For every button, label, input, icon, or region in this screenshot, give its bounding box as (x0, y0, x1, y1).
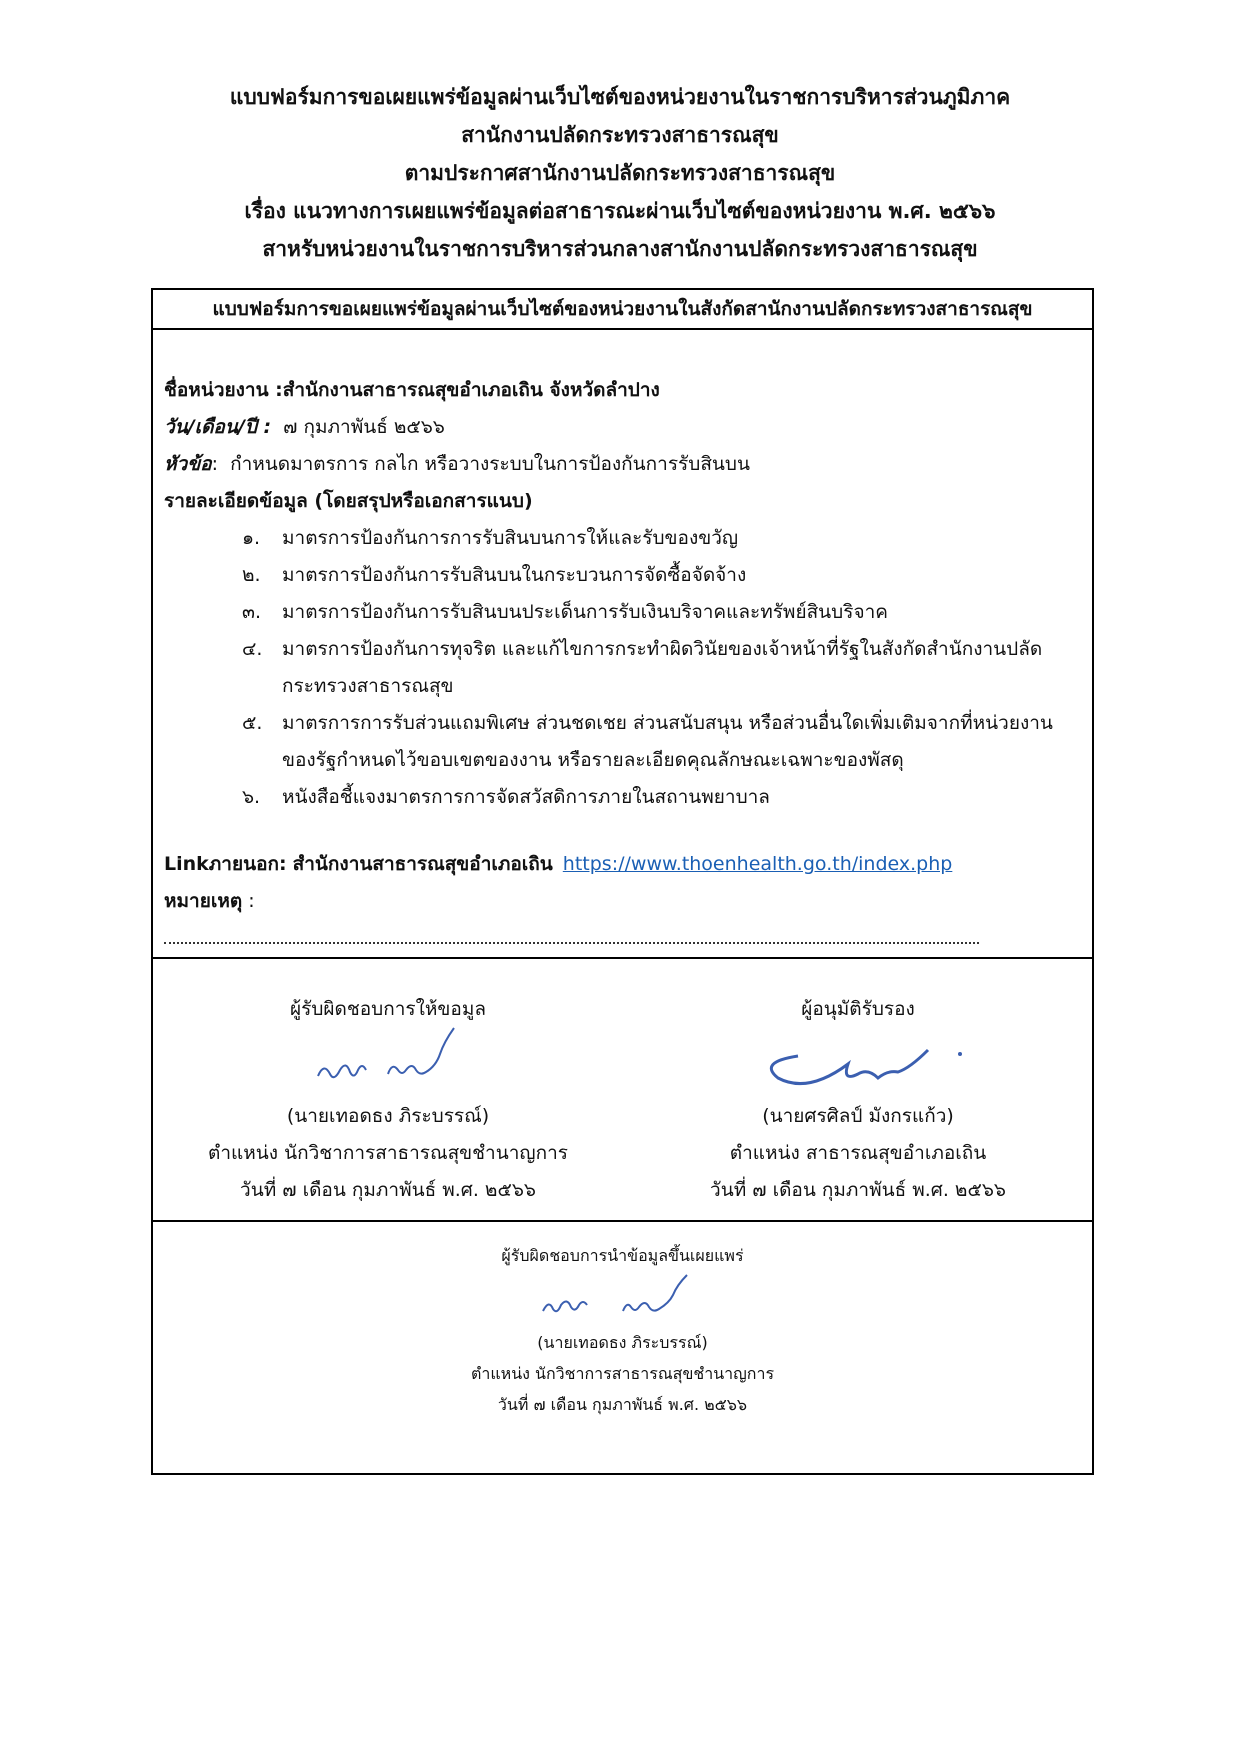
detail-list (242, 520, 1069, 816)
topic-label: หัวข้อ (164, 453, 212, 475)
responsible-signature-block (153, 994, 623, 1209)
header-line-2: สานักงานปลัดกระทรวงสาธารณสุข (461, 123, 779, 147)
header-line-5: สาหรับหน่วยงานในราชการบริหารส่วนกลางสานักงานปลัดกระทรวงสาธารณสุข (262, 237, 978, 261)
responsible-date: วันที่ ๗ เดือน กุมภาพันธ์ พ.ศ. ๒๕๖๖ (240, 1179, 536, 1201)
list-item: ๒. มาตรการป้องกันการรับสินบนในกระบวนการจัดซื้อจัดจ้าง (242, 564, 747, 586)
note-row (164, 883, 1069, 920)
approver-role: ผู้อนุมัติรับรอง (801, 998, 915, 1020)
unit-value: สำนักงานสาธารณสุขอำเภอเถิน จังหวัดลำปาง (282, 379, 660, 401)
approver-date: วันที่ ๗ เดือน กุมภาพันธ์ พ.ศ. ๒๕๖๖ (710, 1179, 1006, 1201)
list-item: ๖. หนังสือชี้แจงมาตรการการจัดสวัสดิการภายในสถานพยาบาล (242, 786, 770, 808)
form-box (151, 288, 1094, 1475)
responsible-position: ตำแหน่ง นักวิชาการสาธารณสุขชำนาญการ (208, 1142, 568, 1164)
list-item: ๔. มาตรการป้องกันการทุจริต และแก้ไขการกระทำผิดวินัยของเจ้าหน้าที่รัฐในสังกัดสำนักงานปลัดกระทรวงสาธารณสุข (242, 638, 1043, 697)
date-row (164, 409, 1069, 446)
responsible-name: (นายเทอดธง ภิระบรรณ์) (286, 1105, 490, 1127)
unit-label: ชื่อหน่วยงาน : (164, 379, 283, 401)
date-value: ๗ กุมภาพันธ์ ๒๕๖๖ (283, 416, 445, 438)
link-org: สำนักงานสาธารณสุขอำเภอเถิน (292, 853, 553, 875)
signature-image (153, 1271, 1092, 1327)
note-dotted-line (164, 942, 979, 944)
publisher-position: ตำแหน่ง นักวิชาการสาธารณสุขชำนาญการ (470, 1364, 775, 1383)
publisher-name: (นายเทอดธง ภิระบรรณ์) (537, 1333, 708, 1352)
detail-label: รายละเอียดข้อมูล (โดยสรุปหรือเอกสารแนบ) (164, 490, 533, 512)
publisher-role: ผู้รับผิดชอบการนำข้อมูลขึ้นเผยแพร่ (501, 1246, 744, 1265)
header-line-3: ตามประกาศสานักงานปลัดกระทรวงสาธารณสุข (404, 161, 836, 185)
link-label: Linkภายนอก: (164, 853, 287, 875)
topic-value: กำหนดมาตรการ กลไก หรือวางระบบในการป้องกันการรับสินบน (230, 453, 750, 475)
signature-image (153, 1024, 623, 1098)
form-title: แบบฟอร์มการขอเผยแพร่ข้อมูลผ่านเว็บไซต์ของหน่วยงานในสังกัดสานักงานปลัดกระทรวงสาธารณสุข (153, 290, 1092, 330)
note-label: หมายเหตุ (164, 890, 243, 912)
external-link-row (164, 846, 1069, 883)
date-label: วัน/เดือน/ปี : (164, 416, 272, 438)
list-item: ๕. มาตรการการรับส่วนแถมพิเศษ ส่วนชดเชย ส่วนสนับสนุน หรือส่วนอื่นใดเพิ่มเติมจากที่หน่วยงานของรัฐกำหนดไว้ขอบเขตของงาน หรือรายละเอียดคุณลักษณะเฉพาะของพัสดุ (242, 712, 1053, 771)
note-colon: : (248, 890, 255, 912)
section-divider (153, 957, 1092, 959)
approver-name: (นายศรศิลป์ มังกรแก้ว) (762, 1105, 954, 1127)
unit-row (164, 372, 1069, 409)
publisher-signature-block (153, 1240, 1092, 1420)
responsible-role: ผู้รับผิดชอบการให้ขอมูล (290, 998, 486, 1020)
external-link[interactable]: https://www.thoenhealth.go.th/index.php (562, 853, 953, 875)
list-item: ๓. มาตรการป้องกันการรับสินบนประเด็นการรับเงินบริจาคและทรัพย์สินบริจาค (242, 601, 888, 623)
signature-image (623, 1024, 1093, 1098)
header-line-4: เรื่อง แนวทางการเผยแพร่ข้อมูลต่อสาธารณะผ่านเว็บไซต์ของหน่วยงาน พ.ศ. ๒๕๖๖ (244, 199, 996, 223)
publisher-date: วันที่ ๗ เดือน กุมภาพันธ์ พ.ศ. ๒๕๖๖ (497, 1395, 748, 1414)
list-item: ๑. มาตรการป้องกันการการรับสินบนการให้และรับของขวัญ (242, 527, 739, 549)
topic-row: หัวข้อ: กำหนดมาตรการ กลไก หรือวางระบบในการป้องกันการรับสินบน (164, 453, 750, 475)
section-divider (153, 1220, 1092, 1222)
document-header (0, 78, 1240, 268)
header-line-1: แบบฟอร์มการขอเผยแพร่ข้อมูลผ่านเว็บไซต์ของหน่วยงานในราชการบริหารส่วนภูมิภาค (229, 85, 1011, 109)
approver-signature-block (623, 994, 1093, 1209)
approver-position: ตำแหน่ง สาธารณสุขอำเภอเถิน (729, 1142, 987, 1164)
form-content (164, 372, 1069, 920)
